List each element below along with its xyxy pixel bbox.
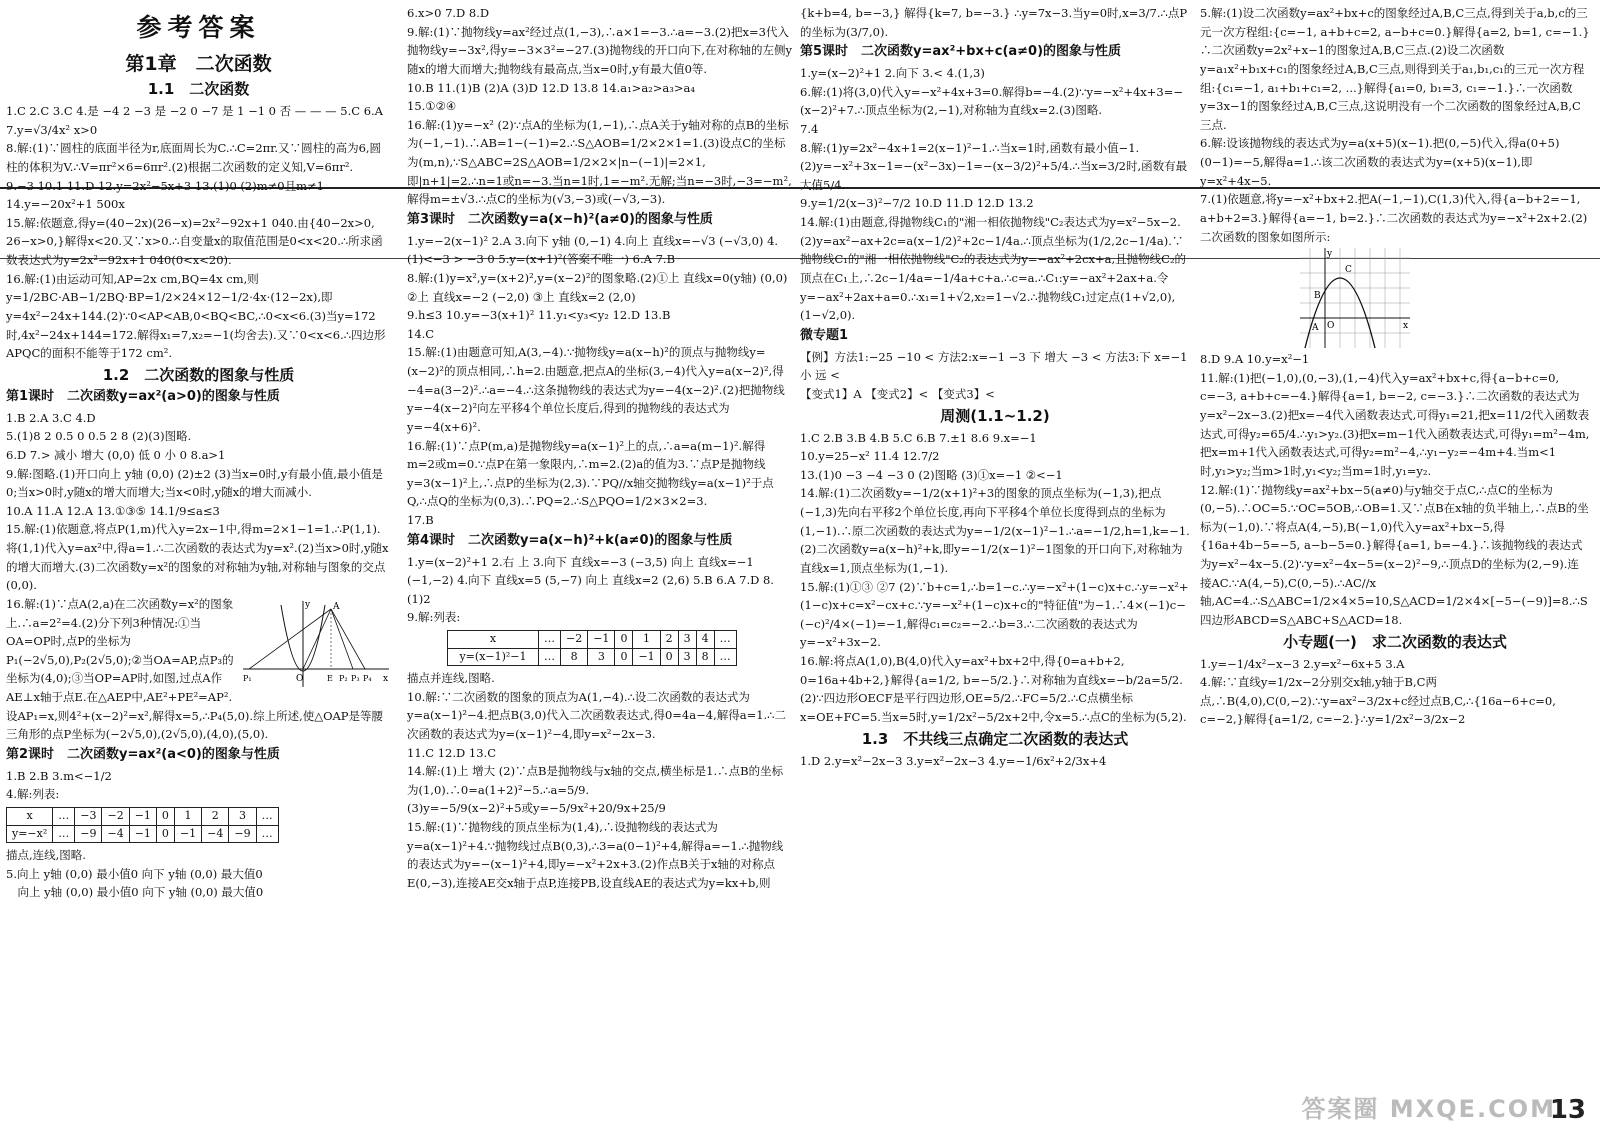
answer-line: (3)y=−5/9(x−2)²+5或y=−5/9x²+20/9x+25/9 (407, 801, 666, 816)
fig-label-o: O (296, 673, 304, 684)
table-cell: 1 (174, 808, 201, 826)
answer-line: 16.解:(1)y=−x² (2)∵点A的坐标为(1,−1),∴点A关于y轴对称的点B的坐标为(−1,−1).∴AB=1−(−1)=2.∴S△AOB=1/2×2×1=1.(3)设点C的坐标为(m,n),∵S△ABC=2S△AOB=1/2×2×|n−(−1)|=2×1,即|n+1|=2.∴n=1或n=−3.当n=1时,1=−m².无解;当n=−3时,−3=−m²,解得m=±√3.∴点C的坐标为(√3,−3)或(−√3,−3). (407, 117, 792, 207)
watermark-logo: 答案圈 MXQE.COM (1301, 1095, 1556, 1124)
table-row (448, 631, 737, 649)
graph-label-o: O (1327, 321, 1335, 332)
table-cell: −1 (588, 631, 615, 649)
answer-line: 15.解:(1)由题意可知,A(3,−4).∵抛物线y=a(x−h)²的顶点与抛物线y=(x−2)²的顶点相同,∴h=2.由题意,把点A的坐标(3,−4)代入y=a(x−2)²,得−4=a(3−2)².∴a=−4.∴这条抛物线的表达式为y=−4(x−2)².(2)把抛物线y=−4(x−2)²向左平移4个单位长度后,得到的抛物线的表达式为y=−4(x+6)². (407, 345, 785, 434)
answer-line: 9.解:图略.(1)开口向上 y轴 (0,0) (2)±2 (3)当x=0时,y有最小值,最小值是0;当x>0时,y随x的增大而增大;当x<0时,y随x的增大而减小. (6, 466, 383, 500)
answer-line: 9.解:(1)∵抛物线y=ax²经过点(1,−3),∴a×1=−3.∴a=−3.(2)把x=3代入抛物线y=−3x²,得y=−3×3²=−27.(3)抛物线的开口向下,在对称轴的左侧y随x的增大而增大;抛物线有最高点,当x=0时,y有最大值0等. (407, 24, 792, 76)
table-cell: y=−x² (7, 825, 53, 843)
answer-line: 6.解:(1)将(3,0)代入y=−x²+4x+3=0.解得b=−4.(2)∵y=−x²+4x+3=−(x−2)²+7.∴顶点坐标为(2,−1),对称轴为直线x=2.(3)图略. (800, 84, 1183, 118)
parabola-graph (1300, 248, 1410, 348)
table-cell: 2 (660, 631, 678, 649)
answer-line: 16.解:(1)∵点P(m,a)是抛物线y=a(x−1)²上的点,∴a=a(m−1)².解得m=2或m=0.∵点P在第一象限内,∴m=2.(2)a的值为3.∵点P是抛物线y=3(x−1)²上,∴点P的坐标为(2,3).∵PQ//x轴交抛物线y=a(x−1)²于点Q,∴点Q的坐标为(0,3).∴PQ=2.∴S△PQO=1/2×3×2=3. (407, 438, 774, 509)
answer-line: 16.解:将点A(1,0),B(4,0)代入y=ax²+bx+2中,得{0=a+b+2, 0=16a+4b+2,}解得{a=1/2, b=−5/2.}∴对称轴为直线x=−b/2a=5/2.(2)∵四边形OECF是平行四边形,OE=5/2.∴FC=5/2.∴C点横坐标x=OE+FC=5.当x=5时,y=1/2x²−5/2x+2中,令x=5.∴点C的坐标为(5,2). (800, 654, 1187, 724)
answer-line: 1.D 2.y=x²−2x−3 3.y=x²−2x−3 4.y=−1/6x²+2/3x+4 (800, 753, 1107, 768)
table-cell: y=(x−1)²−1 (448, 648, 539, 666)
answer-line: 描点并连线,图略. (407, 671, 495, 686)
answer-line: 15.解:依题意,得y=(40−2x)(26−x)=2x²−92x+1 040.由{40−2x>0, 26−x>0,}解得x<20.又∵x>0.∴自变量x的取值范围是0<x<20.∴所求函数表达式为y=2x²−92x+1 040(0<x<20). (6, 215, 383, 268)
table-cell: 3 (229, 808, 256, 826)
answer-line: 14.C (407, 326, 435, 341)
table-cell: x (448, 631, 539, 649)
column-3 (800, 4, 1190, 1114)
table-cell: 0 (156, 825, 174, 843)
answer-line: 9.解:列表: (407, 610, 461, 625)
table-cell: −1 (129, 825, 156, 843)
answer-line: 4.解:列表: (6, 787, 60, 802)
answer-line: 1.B 2.B 3.m<−1/2 (6, 768, 112, 783)
table-cell: −1 (633, 648, 660, 666)
fig-label-p3: P₃ (351, 673, 360, 683)
answer-line: 15.解:(1)依题意,将点P(1,m)代入y=2x−1中,得m=2×1−1=1.∴P(1,1).将(1,1)代入y=ax²中,得a=1.∴二次函数的表达式为y=x².(2)当x>0时,y随x的增大而增大.(3)二次函数y=x²的图象的对称轴为y轴,对称轴与图象的交点(0,0). (6, 522, 389, 593)
answer-line: 14.解:(1)二次函数y=−1/2(x+1)²+3的图象的顶点坐标为(−1,3),把点(−1,3)先向右平移2个单位长度,再向下平移4个单位长度得到点的坐标为(1,−1).∴原二次函数的表达式为y=−1/2(x−1)²−1.∴a=−1/2,h=1,k=−1.(2)二次函数y=a(x−h)²+k,即y=−1/2(x−1)²−1图象的开口向下,对称轴为直线x=1,顶点坐标为(1,−1). (800, 486, 1190, 575)
lesson-heading-5: 第5课时 二次函数y=ax²+bx+c(a≠0)的图象与性质 (800, 44, 1122, 60)
table-cell: 0 (156, 808, 174, 826)
answer-line: 8.解:(1)y=2x²−4x+1=2(x−1)²−1.∴当x=1时,函数有最小值−1.(2)y=−x²+3x−1=−(x²−3x)−1=−(x−3/2)²+5/4.∴当x=3/2时,函数有最大值5/4. (800, 140, 1188, 192)
graph-label-y: y (1327, 249, 1333, 260)
section-heading-1-3: 1.3 不共线三点确定二次函数的表达式 (861, 729, 1129, 748)
table-cell: −4 (202, 825, 229, 843)
lesson-heading-1: 第1课时 二次函数y=ax²(a>0)的图象与性质 (6, 388, 280, 404)
answer-line: 10.解:∵二次函数的图象的顶点为A(1,−4).∴设二次函数的表达式为y=a(x−1)²−4.把点B(3,0)代入二次函数表达式,得0=4a−4,解得a=1.∴二次函数的表达式为y=(x−1)²−4,即y=x²−2x−3. (407, 689, 786, 741)
table-cell: −1 (174, 825, 201, 843)
table-cell: −9 (229, 825, 256, 843)
table-cell: … (53, 808, 75, 826)
fig-label-p2: P₂ (339, 673, 348, 683)
special-topic-heading: 小专题(一) 求二次函数的表达式 (1283, 632, 1507, 651)
answer-line: 8.解:(1)y=x²,y=(x+2)²,y=(x−2)²的图象略.(2)①上 直线x=0(y轴) (0,0) ②上 直线x=−2 (−2,0) ③上 直线x=2 (2,0) (407, 270, 788, 304)
answer-line: 6.x>0 7.D 8.D (407, 6, 490, 20)
table-cell: … (256, 808, 278, 826)
section-heading-1-2: 1.2 二次函数的图象与性质 (102, 365, 295, 384)
answer-line: 14.解:(1)上 增大 (2)∵点B是抛物线与x轴的交点,横坐标是1.∴点B的坐标为(1,0).∴0=a(1+2)²−5.∴a=5/9. (407, 764, 784, 797)
table-row (448, 648, 737, 666)
lesson-heading-4: 第4课时 二次函数y=a(x−h)²+k(a≠0)的图象与性质 (407, 532, 733, 548)
answer-line: 13.(1)0 −3 −4 −3 0 (2)图略 (3)①x=−1 ②<−1 (800, 467, 1063, 482)
table-cell: 0 (615, 648, 633, 666)
answer-line: 11.C 12.D 13.C (407, 745, 496, 760)
page-title: 参考答案 (136, 13, 261, 42)
answer-line: 1.y=(x−2)²+1 2.右 上 3.向下 直线x=−3 (−3,5) 向上 直线x=−1 (−1,−2) 4.向下 直线x=5 (5,−7) 向上 直线x=2 (2,6) 5.B 6.A 7.D 8.(1)2 (407, 554, 774, 606)
answer-line: 4.解:∵直线y=1/2x−2分别交x轴,y轴于B,C两点,∴B(4,0),C(0,−2).∵y=ax²−3/2x+c经过点B,C,∴{16a−6+c=0, c=−2,}解得{a=1/2, c=−2.}∴y=1/2x²−3/2x−2 (1200, 675, 1556, 727)
table-row (7, 825, 279, 843)
table-cell: 4 (696, 631, 714, 649)
answer-line: 17.B (407, 513, 434, 528)
answer-line: 【例】方法1:−25 −10 < 方法2:x=−1 −3 下 增大 −3 < 方法3:下 x=−1 小 远 < (800, 349, 1188, 383)
table-cell: x (7, 808, 53, 826)
table-cell: −2 (102, 808, 129, 826)
answer-line: 10.y=25−x² 11.4 12.7/2 (800, 449, 940, 464)
graph-label-a: A (1312, 323, 1319, 334)
answer-line: 【变式1】A 【变式2】< 【变式3】< (800, 386, 995, 401)
answer-line: 1.B 2.A 3.C 4.D (6, 410, 96, 425)
table-cell: … (539, 648, 561, 666)
answer-line: 9.−3 10.1 11.D 12.y=2x²−5x+3 13.(1)0 (2)m≠0且m≠1 14.y=−20x²+1 500x (6, 178, 324, 212)
table-cell: … (714, 648, 736, 666)
lesson-heading-2: 第2课时 二次函数y=ax²(a<0)的图象与性质 (6, 746, 280, 762)
answer-line: 12.解:(1)∵抛物线y=ax²+bx−5(a≠0)与y轴交于点C,∴点C的坐标为(0,−5).∴OC=5.∵OC=5OB,∴OB=1.又∵点B在x轴的负半轴上,∴点B的坐标为(−1,0).∵将点A(4,−5),B(−1,0)代入y=ax²+bx−5,得{16a+4b−5=−5, a−b−5=0.}解得{a=1, b=−4.}∴该抛物线的表达式为y=x²−4x−5.(2)∵y=x²−4x−5=(x−2)²−9,∴顶点D的坐标为(2,−9).连接AC.∵A(4,−5),C(0,−5).∴AC//x轴,AC=4.∴S△ABC=1/2×4×5=10,S△ACD=1/2×4×[−5−(−9)]=8.∴S四边形ABCD=S△ABC+S△ACD=18. (1200, 482, 1589, 627)
answer-line: 8.解:(1)∵圆柱的底面半径为r,底面周长为C.∴C=2πr.又∵圆柱的高为6,圆柱的体积为V.∴V=πr²×6=6πr².(2)根据二次函数的定义知,V=6πr². (6, 141, 382, 174)
answer-line: 11.解:(1)把(−1,0),(0,−3),(1,−4)代入y=ax²+bx+c,得{a−b+c=0, c=−3, a+b+c=−4.}解得{a=1, b=−2, c=−3.}∴二次函数的表达式为y=x²−2x−3.(2)把x=−4代入函数表达式,可得y₁=21,把x=11/2代入函数表达式,可得y₂=65/4.∴y₁>y₂.(3)把x=m−1代入函数表达式,可得y₁=m²−4m,把x=m+1代入函数表达式,可得y₂=m²−4,∴y₁−y₂=−4m+4.当m<1时,y₁>y₂;当m>1时,y₁<y₂;当m=1时,y₁=y₂. (1200, 370, 1590, 478)
answer-line: 8.D 9.A 10.y=x²−1 (1200, 352, 1310, 367)
page-number: 13 (1549, 1094, 1586, 1125)
answer-line: 9.y=1/2(x−3)²−7/2 10.D 11.D 12.D 13.2 (800, 196, 1034, 211)
table-cell: … (539, 631, 561, 649)
answer-line: 10.B 11.(1)B (2)A (3)D 12.D 13.8 14.a₁>a₂>a₃>a₄ (407, 80, 695, 95)
answer-line: 9.h≤3 10.y=−3(x+1)² 11.y₁<y₃<y₂ 12.D 13.B (407, 308, 671, 323)
table-cell: −4 (102, 825, 129, 843)
table-cell: 8 (561, 648, 588, 666)
weekly-quiz-heading: 周测(1.1~1.2) (940, 406, 1050, 425)
table-cell: … (53, 825, 75, 843)
column-4 (1200, 4, 1590, 1114)
parabola-figure (241, 597, 391, 689)
table-cell: −9 (75, 825, 102, 843)
answer-line: 1.y=−1/4x²−x−3 2.y=x²−6x+5 3.A (1200, 656, 1405, 671)
answer-line: 1.y=−2(x−1)² 2.A 3.向下 y轴 (0,−1) 4.向上 直线x=−√3 (−√3,0) 4.(1)<−3 > −3 0 5.y=(x+1)²(答案不唯一) 6.A 7.B (407, 233, 779, 267)
answer-line: 16.解:(1)由运动可知,AP=2x cm,BQ=4x cm,则y=1/2BC·AB−1/2BQ·BP=1/2×24×12−1/2·4x·(12−2x),即y=4x²−24x+144.(2)∵0<AP<AB,0<BQ<BC,∴0<x<6.(3)当y=172时,4x²−24x+144=172.解得x₁=7,x₂=−1(均舍去).又∵0<x<6.∴四边形APQC的面积不能等于172 cm². (6, 271, 386, 361)
answer-line: 15.解:(1)①③ ②7 (2)∵b+c=1,∴b=1−c.∴y=−x²+(1−c)x+c.∴y=−x²+(1−c)x+c=x²−cx+c.∵y=−x²+(1−c)x+c的"特征值"为−1.∴4×(−1)c−(−c)²/4×(−1)=−1,解得c₁=c₂=−2.∴b=3.∴二次函数的表达式为y=−x²+3x−2. (800, 579, 1189, 650)
column-1 (6, 4, 391, 1114)
answer-line: 14.解:(1)由题意,得抛物线C₁的"湘一相依抛物线"C₂表达式为y=x²−5x−2.(2)y=ax²−ax+2c=a(x−1/2)²+2c−1/4a.∴顶点坐标为(1/2,2c−1/4a).∵抛物线C₁的"湘一相依抛物线"C₂的表达式为y=−ax²+2cx+a,且抛物线C₂的顶点在C₁上,∴2c−1/4a=−1/4a+c+a.∴c=a.∴C₁:y=−ax²+2ax+a.令y=−ax²+2ax+a=0.∴x₁=1+√2,x₂=1−√2.∴抛物线C₁过定点(1+√2,0),(1−√2,0). (800, 215, 1187, 323)
answer-line: 16.解:(1)∵点A(2,a)在二次函数y=x²的图象上.∴a=2²=4.(2)分下列3种情况:①当OA=OP时,点P的坐标为P₁(−2√5,0),P₂(2√5,0);②当OA=AP,点P₃的坐标为(4,0);③当OP=AP时,如图,过点A作AE⊥x轴于点E.在△AEP中,AE²+PE²=AP².设AP₁=x,则4²+(x−2)²=x²,解得x=5,∴P₄(5,0).综上所述,使△OAP是等腰三角形的点P坐标为(−2√5,0),(2√5,0),(4,0),(5,0). (6, 596, 384, 742)
value-table (447, 630, 737, 666)
answer-line: 5.(1)8 2 0.5 0 0.5 2 8 (2)(3)图略. (6, 429, 192, 444)
fig-label-p1: P₁ (243, 673, 252, 683)
graph-label-c: C (1345, 265, 1352, 276)
table-cell: … (714, 631, 736, 649)
answer-line: 15.解:(1)∵抛物线的顶点坐标为(1,4),∴设抛物线的表达式为y=a(x−1)²+4.∵抛物线过点B(0,3),∴3=a(0−1)²+4,解得a=−1.∴抛物线的表达式为y=−(x−1)²+4,即y=−x²+2x+3.(2)作点B关于x轴的对称点E(0,−3),连接AE交x轴于点P,连接PB,设直线AE的表达式为y=kx+b,则 (407, 820, 784, 890)
fig-label-p4: P₄ (363, 673, 372, 683)
table-cell: −1 (129, 808, 156, 826)
fig-label-x: x (383, 673, 389, 684)
table-cell: −2 (561, 631, 588, 649)
column-2 (407, 4, 792, 1114)
fig-label-a: A (333, 601, 340, 612)
table-cell: 1 (633, 631, 660, 649)
answer-line: 1.C 2.C 3.C 4.是 −4 2 −3 是 −2 0 −7 是 1 −1 0 否 — — — 5.C 6.A 7.y=√3/4x² x>0 (6, 104, 383, 137)
section-heading-1-1: 1.1 二次函数 (147, 80, 250, 99)
table-cell: 3 (588, 648, 615, 666)
answer-line: {k+b=4, b=−3,} 解得{k=7, b=−3.} ∴y=7x−3.当y=0时,x=3/7.∴点P的坐标为(3/7,0). (800, 6, 1188, 39)
answer-line: 10.A 11.A 12.A 13.①③⑤ 14.1/9≤a≤3 (6, 503, 220, 518)
answer-line: 5.向上 y轴 (0,0) 最小值0 向下 y轴 (0,0) 最大值0 (6, 866, 263, 881)
answer-line: 7.4 (800, 121, 819, 136)
chapter-heading: 第1章 二次函数 (125, 52, 272, 75)
answer-line: 7.(1)依题意,将y=−x²+bx+2.把A(−1,−1),C(1,3)代入,得{a−b+2=−1, a+b+2=3.}解得{a=−1, b=2.}∴二次函数的表达式为y=−x²+2x+2.(2)二次函数的图象如图所示: (1200, 192, 1588, 244)
table-cell: 8 (696, 648, 714, 666)
table-row (7, 808, 279, 826)
graph-label-b: B (1314, 291, 1321, 302)
value-table (6, 807, 279, 843)
fig-label-e: E (327, 673, 333, 683)
answer-line: 1.C 2.B 3.B 4.B 5.C 6.B 7.±1 8.6 9.x=−1 (800, 430, 1037, 445)
answer-line: 5.解:(1)设二次函数y=ax²+bx+c的图象经过A,B,C三点,得到关于a,b,c的三元一次方程组:{c=−1, a+b+c=2, a−b+c=0.}解得{a=2, b=1, c=−1.}∴二次函数y=2x²+x−1的图象过A,B,C三点.(2)设二次函数y=a₁x²+b₁x+c₁的图象经过A,B,C三点,则得到关于a₁,b₁,c₁的三元一次方程组:{c₁=−1, a₁+b₁+c₁=2, ...}解得{a₁=0, b₁=3, c₁=−1.}∴一次函数y=3x−1的图象经过A,B,C三点,这说明没有一个二次函数的图象经过A,B,C三点. (1200, 6, 1590, 132)
table-cell: 0 (615, 631, 633, 649)
fig-label-y: y (305, 599, 311, 610)
table-cell: 3 (678, 631, 696, 649)
answer-line: 6.D 7.> 减小 增大 (0,0) 低 0 小 0 8.a>1 (6, 447, 226, 462)
table-cell: −3 (75, 808, 102, 826)
answer-line: 向上 y轴 (0,0) 最小值0 向下 y轴 (0,0) 最大值0 (6, 885, 264, 900)
answer-line: 1.y=(x−2)²+1 2.向下 3.< 4.(1,3) (800, 66, 985, 81)
answer-line: 6.解:设该抛物线的表达式为y=a(x+5)(x−1).把(0,−5)代入,得a(0+5)(0−1)=−5,解得a=1.∴该二次函数的表达式为y=(x+5)(x−1),即y=x²+4x−5. (1200, 136, 1560, 188)
table-cell: … (256, 825, 278, 843)
answer-line: 15.①②④ (407, 99, 457, 114)
answer-line: 描点,连线,图略. (6, 848, 86, 863)
table-cell: 0 (660, 648, 678, 666)
table-cell: 2 (202, 808, 229, 826)
lesson-heading-3: 第3课时 二次函数y=a(x−h)²(a≠0)的图象与性质 (407, 211, 713, 227)
graph-label-x: x (1403, 321, 1409, 332)
table-cell: 3 (678, 648, 696, 666)
special-topic-heading: 微专题1 (800, 327, 849, 343)
